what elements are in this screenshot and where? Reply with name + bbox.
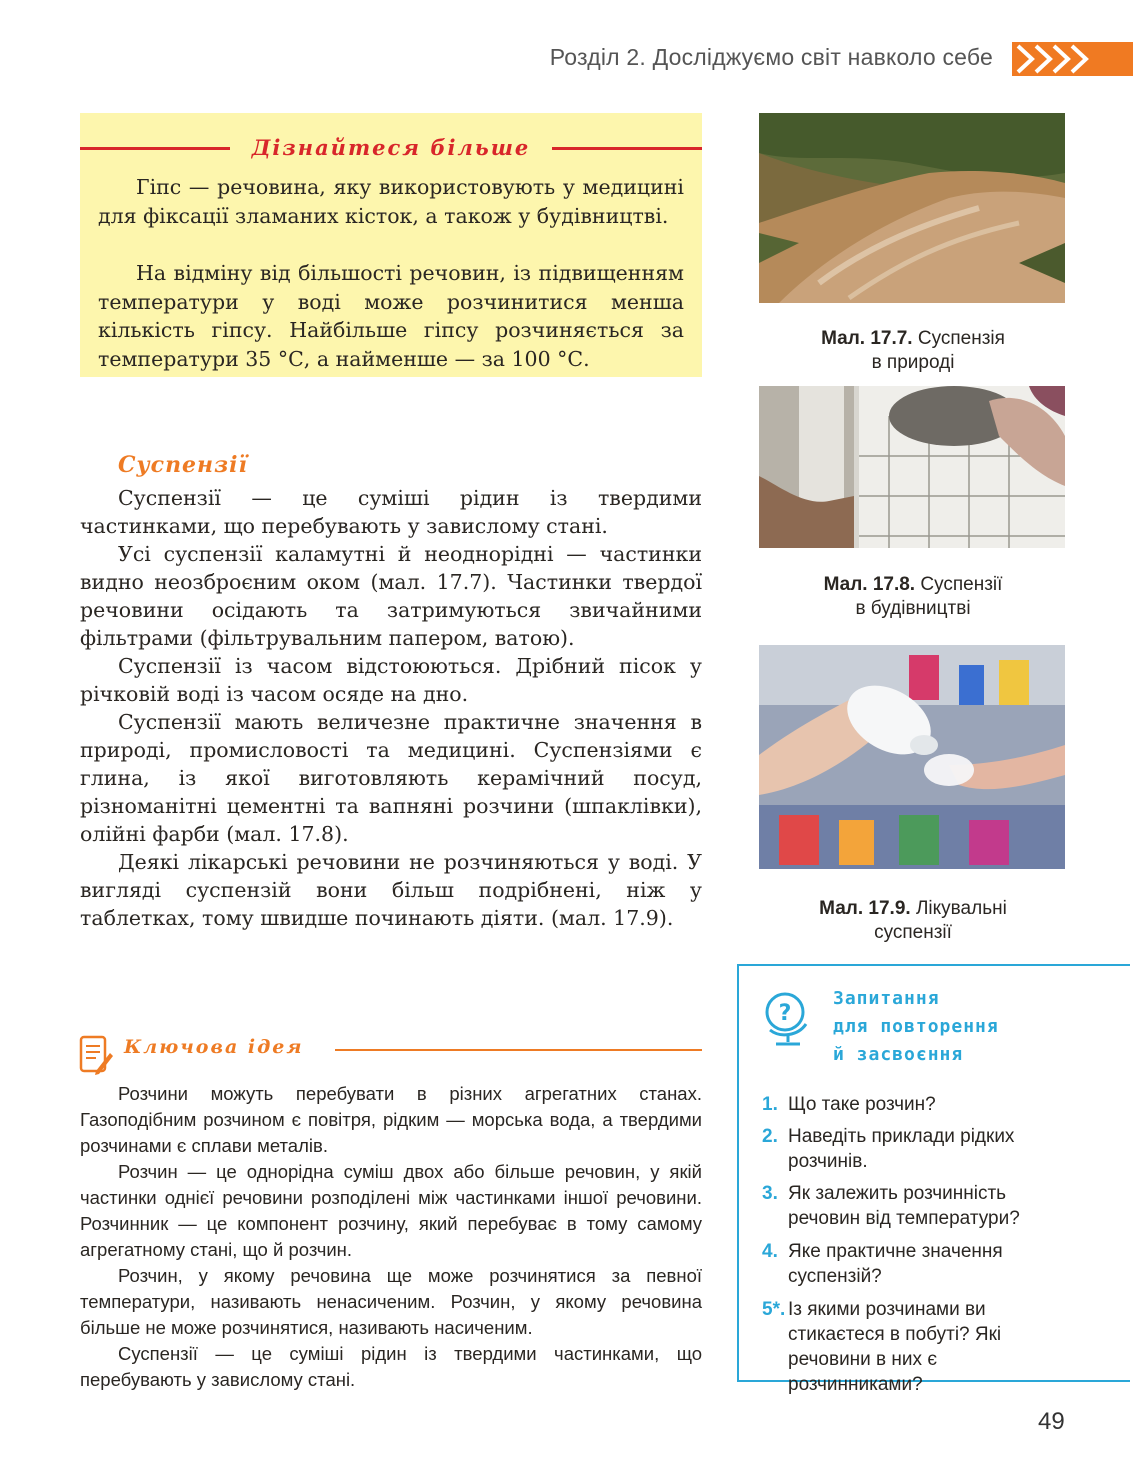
key-paragraph: Розчин — це однорідна суміш двох або більше речовин, у якій частинки однієї речовини розподілені між частинками іншої речовини. Розчинник — це компонент розчину, який перебуває в тому самому агрегатному стані, що й розчин. <box>80 1161 702 1260</box>
notepad-pencil-icon <box>78 1033 114 1077</box>
figure-caption <box>760 327 1066 375</box>
learn-more-title: Дізнайтеся більше <box>242 135 541 160</box>
body-paragraph: Суспензії мають величезне практичне значення в природі, промисловості та медицині. Суспензіями є глина, із якої виготовляють керамічний посуд, різноманітні цементні та вапняні розчини (шпаклівки), олійні фарби (мал. 17.8). <box>80 710 702 846</box>
info-paragraph: Гіпс — речовина, яку використовують у медицині для фіксації зламаних кісток, а також у будівництві. <box>98 175 684 228</box>
body-paragraph: Усі суспензії каламутні й неоднорідні — частинки видно неозброєним оком (мал. 17.7). Частинки твердої речовини осідають та затримуються звичайними фільтрами (фільтрувальним папером, ватою). <box>80 542 702 650</box>
figure-label: Мал. 17.7. <box>821 328 913 349</box>
figure-caption <box>760 573 1066 621</box>
figure-caption-text: Лікувальні <box>915 898 1007 919</box>
figure-label: Мал. 17.8. <box>823 574 916 595</box>
figure-caption-text: в природі <box>871 352 955 373</box>
figure-river-image <box>759 113 1065 303</box>
question-text: Що таке розчин? <box>788 1094 936 1115</box>
questions-title <box>833 985 1073 1069</box>
question-item <box>762 1239 1082 1289</box>
body-paragraph: Суспензії із часом відстоюються. Дрібний пісок у річковій воді із часом осяде на дно. <box>80 654 702 706</box>
question-number: 1. <box>762 1094 778 1115</box>
question-item <box>762 1297 1082 1397</box>
figure-caption-text: в будівництві <box>855 598 971 619</box>
learn-more-box <box>80 113 702 377</box>
body-paragraph: Деякі лікарські речовини не розчиняються у воді. У вигляді суспензій вони більш подрібнені, ніж у таблетках, тому швидше починають діяти. (мал. 17.9). <box>80 850 702 930</box>
figure-caption-text: Суспензія <box>917 328 1005 349</box>
question-number: 3. <box>762 1183 778 1204</box>
svg-text:?: ? <box>778 1001 792 1026</box>
questions-title-line: Запитання <box>833 988 940 1009</box>
question-text: Як залежить розчинність речовин від температури? <box>788 1183 1020 1229</box>
body-paragraph: Суспензії — це суміші рідин із твердими частинками, що перебувають у завислому стані. <box>80 486 702 538</box>
key-idea-title: Ключова ідея <box>124 1036 304 1058</box>
question-globe-icon <box>758 982 816 1048</box>
key-paragraph: Суспензії — це суміші рідин із твердими частинками, що перебувають у завислому стані. <box>80 1343 702 1390</box>
figure-construction-image <box>759 386 1065 548</box>
figure-medicine-image <box>759 645 1065 869</box>
question-text: Наведіть приклади рідких розчинів. <box>788 1126 1015 1172</box>
figure-caption-text: Суспензії <box>920 574 1003 595</box>
figure-caption <box>760 897 1066 945</box>
questions-title-line: й засвоєння <box>833 1044 964 1065</box>
chevron-arrows-icon <box>1012 42 1133 76</box>
info-paragraph: На відміну від більшості речовин, із підвищенням температури у воді може розчинитися менша кількість гіпсу. Найбільше гіпсу розчиняється за температури 35 °С, а найменше — за 100 °С. <box>98 261 684 371</box>
chapter-header: Розділ 2. Досліджуємо світ навколо себе <box>549 44 993 70</box>
page-number: 49 <box>1038 1408 1065 1435</box>
key-paragraph: Розчин, у якому речовина ще може розчинятися за певної температури, називають ненасиченим. Розчин, у якому речовина більше не може розчинятися, називають насиченим. <box>80 1265 702 1338</box>
question-number: 5*. <box>762 1299 786 1320</box>
question-text: Із якими розчинами ви стикаєтеся в побуті? Які речовини в них є розчинниками? <box>788 1299 1002 1395</box>
key-paragraph: Розчини можуть перебувати в різних агрегатних станах. Газоподібним розчином є повітря, рідким — морська вода, а твердими розчинами є сплави металів. <box>80 1083 702 1156</box>
question-number: 2. <box>762 1126 778 1147</box>
key-idea-rule <box>335 1049 702 1051</box>
question-item <box>762 1181 1082 1231</box>
question-item <box>762 1092 1082 1117</box>
question-text: Яке практичне значення суспензій? <box>788 1241 1003 1287</box>
section-title-suspensions: Суспензії <box>118 452 248 478</box>
questions-title-line: для повторення <box>833 1016 999 1037</box>
question-item <box>762 1124 1082 1174</box>
question-number: 4. <box>762 1241 778 1262</box>
figure-caption-text: суспензії <box>874 922 952 943</box>
figure-label: Мал. 17.9. <box>819 898 911 919</box>
